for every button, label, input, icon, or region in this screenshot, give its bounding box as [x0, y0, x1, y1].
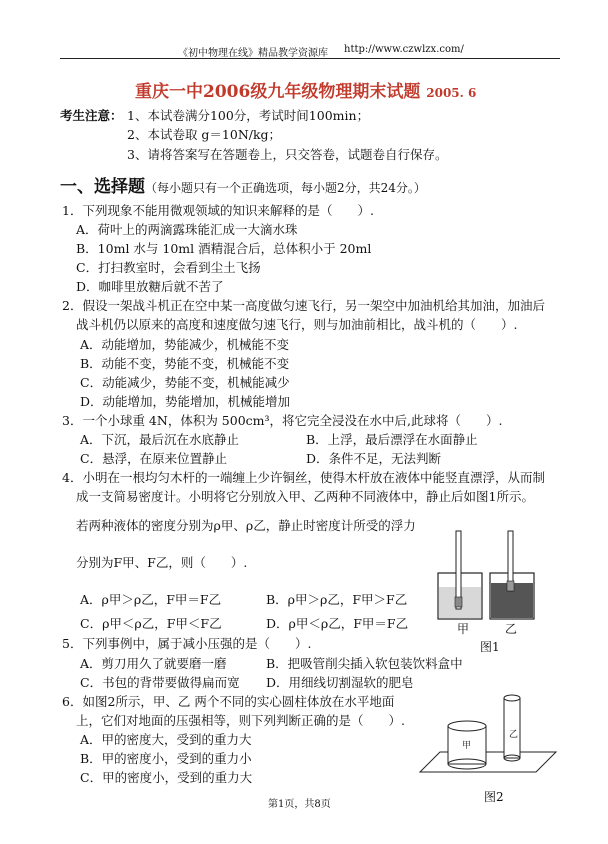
section-heading	[60, 172, 426, 197]
page-title	[135, 77, 476, 102]
q1-option-c: C．打扫教室时，会看到尘土飞扬	[76, 260, 261, 275]
q2-stem-1: 2．假设一架战斗机正在空中某一高度做匀速飞行，另一架空中加油机给其加油，加油后	[62, 298, 545, 313]
figure-2-drawing	[418, 690, 558, 782]
ground-plane	[420, 752, 556, 772]
q3-option-d: D．条件不足，无法判断	[306, 451, 442, 466]
figure-1-label-yi: 乙	[505, 622, 518, 636]
q4-stem-4: 分别为F甲、F乙，则（ ）.	[76, 555, 248, 570]
figure-2-label-yi: 乙	[509, 730, 519, 740]
figure-1-caption: 图1	[480, 640, 500, 654]
q6-option-b: B．甲的密度小，受到的重力小	[80, 751, 252, 766]
q1-option-d: D．咖啡里放糖后就不苦了	[76, 279, 224, 294]
figure-1-drawing	[432, 525, 548, 640]
figure-2-caption: 图2	[484, 790, 504, 804]
q4-option-c: C．ρ甲＜ρ乙，F甲＜F乙	[80, 616, 222, 631]
q6-stem-2: 上，它们对地面的压强相等，则下列判断正确的是（ ）.	[76, 713, 405, 728]
figure-2	[418, 690, 558, 782]
q2-option-d: D．动能增加，势能增加，机械能增加	[80, 394, 291, 409]
q4-stem-1: 4．小明在一根均匀木杆的一端缠上少许铜丝，使得木杆放在液体中能竖直漂浮，从而制	[62, 470, 545, 485]
q3-option-c: C．悬浮，在原来位置静止	[80, 451, 228, 466]
q4-option-b: B．ρ甲＞ρ乙，F甲＞F乙	[266, 592, 408, 607]
q2-option-a: A．动能增加，势能减少，机械能不变	[80, 337, 290, 352]
q6-option-c: C．甲的密度小，受到的重力大	[80, 770, 253, 785]
q4-option-d: D．ρ甲＜ρ乙，F甲＝F乙	[266, 616, 409, 631]
notes-label: 考生注意：	[60, 108, 123, 123]
cylinder-jia-top	[448, 721, 486, 731]
note-item-1: 1、本试卷满分100分，考试时间100min；	[127, 108, 370, 123]
note-item-3: 3、请将答案写在答题卷上，只交答卷，试题卷自行保存。	[127, 147, 448, 162]
header-source: 《初中物理在线》精品教学资源库	[178, 48, 328, 59]
q1-stem: 1．下列现象不能用微观领域的知识来解释的是（ ）.	[62, 203, 374, 218]
q5-option-d: D．用细线切割湿软的肥皂	[266, 675, 414, 690]
q5-stem: 5．下列事例中，属于减小压强的是（ ）.	[62, 636, 312, 651]
title-main: 重庆一中2006级九年级物理期末试题	[135, 82, 421, 102]
section-title: 一、选择题	[60, 177, 145, 197]
q4-stem-3: 若两种液体的密度分别为ρ甲、ρ乙，静止时密度计所受的浮力	[76, 518, 416, 533]
title-date: 2005. 6	[426, 86, 477, 100]
q4-option-a: A．ρ甲＞ρ乙，F甲＝F乙	[80, 592, 222, 607]
q3-stem: 3．一个小球重 4N，体积为 500cm³，将它完全浸没在水中后,此球将（ ）.	[62, 413, 503, 428]
figure-2-label-jia: 甲	[462, 741, 472, 751]
page-footer: 第1页，共8页	[268, 799, 331, 810]
q6-stem-1: 6．如图2所示，甲、乙 两个不同的实心圆柱体放在水平地面	[62, 694, 395, 709]
q3-option-a: A．下沉，最后沉在水底静止	[80, 432, 240, 447]
q2-option-c: C．动能减少，势能不变，机械能减少	[80, 375, 290, 390]
q2-option-b: B．动能不变，势能不变，机械能不变	[80, 356, 290, 371]
q2-stem-2: 战斗机仍以原来的高度和速度做匀速飞行，则与加油前相比，战斗机的（ ）.	[76, 317, 518, 332]
header-url: http://www.czwlzx.com/	[344, 44, 464, 55]
header-divider	[60, 58, 560, 59]
q6-option-a: A．甲的密度大，受到的重力大	[80, 732, 252, 747]
q4-stem-2: 成一支简易密度计。小明将它分别放入甲、乙两种不同液体中，静止后如图1所示。	[76, 489, 534, 504]
q3-option-b: B．上浮，最后漂浮在水面静止	[306, 432, 478, 447]
cylinder-yi-top	[504, 695, 520, 701]
q1-option-b: B．10ml 水与 10ml 酒精混合后，总体积小于 20ml	[76, 241, 372, 256]
q5-option-c: C．书包的背带要做得扁而宽	[80, 675, 240, 690]
q5-option-b: B．把吸管削尖插入软包装饮料盒中	[266, 656, 463, 671]
q5-option-a: A．剪刀用久了就要磨一磨	[80, 656, 227, 671]
q1-option-a: A．荷叶上的两滴露珠能汇成一大滴水珠	[76, 222, 298, 237]
copper-coil-jia	[455, 597, 462, 607]
section-note: （每小题只有一个正确选项，每小题2分，共24分。）	[145, 181, 426, 195]
figure-1	[432, 525, 548, 640]
note-item-2: 2、本试卷取 g＝10N/kg；	[127, 127, 282, 142]
copper-coil-yi	[507, 581, 514, 591]
figure-1-label-jia: 甲	[457, 622, 470, 636]
